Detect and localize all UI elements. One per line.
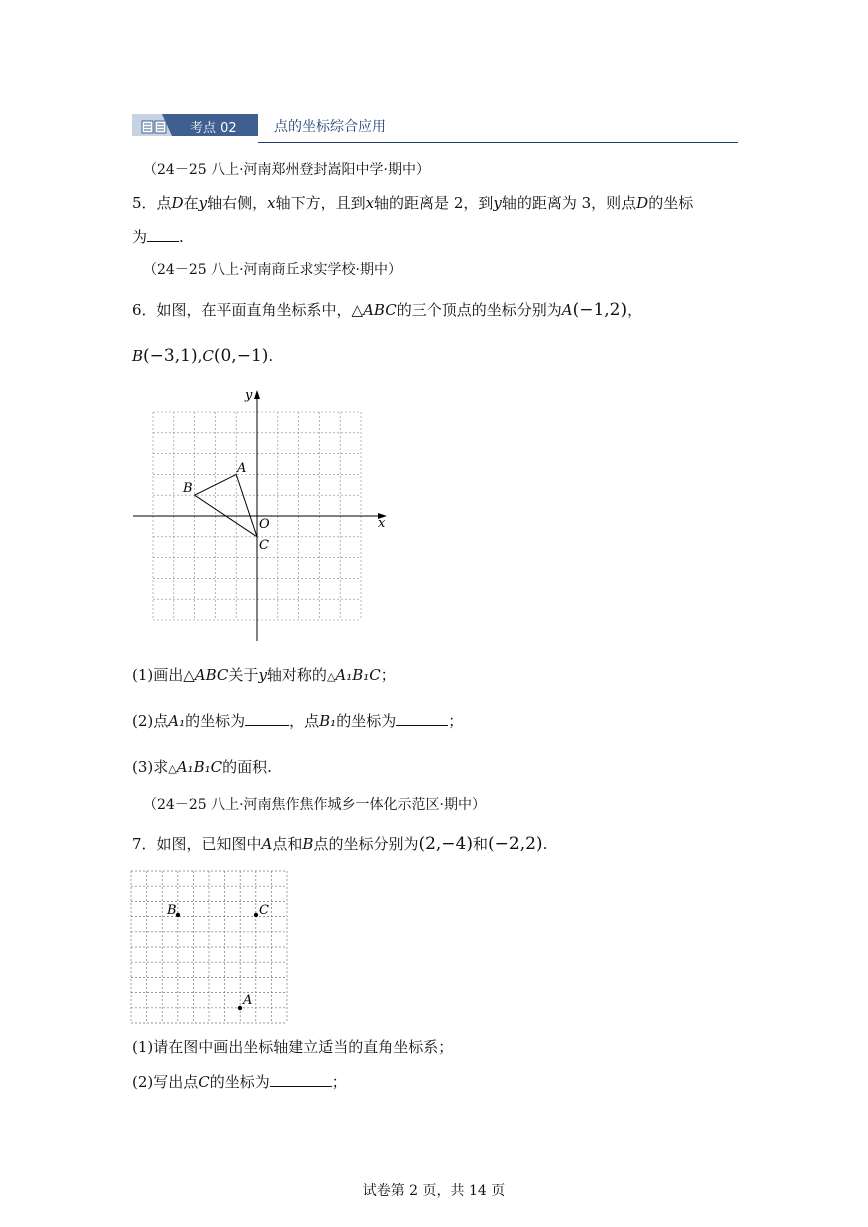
q6-text: ， (627, 301, 643, 319)
page-footer: 试卷第 2 页，共 14 页 (362, 1183, 506, 1199)
q6-text: , (197, 347, 203, 365)
var-C: C (198, 1073, 210, 1091)
q5-text: 的坐标 (648, 194, 694, 212)
var-y: y (493, 194, 502, 212)
var-x: x (365, 194, 375, 212)
q6-text: 关于 (228, 666, 259, 684)
q5-text: 为 (132, 228, 148, 246)
q7-text: 点和 (272, 835, 303, 853)
q7-text: (2)写出点 (132, 1073, 199, 1091)
answer-blank-B1[interactable] (396, 711, 448, 726)
q6-axes (133, 390, 387, 641)
q6-text: ，点 (289, 712, 320, 730)
section-rule (258, 142, 738, 143)
answer-blank[interactable] (147, 227, 179, 242)
var-y: y (258, 666, 267, 684)
point-A-label: A (237, 461, 247, 476)
q6-text: 的坐标为 (185, 712, 246, 730)
q6-text: ； (380, 666, 396, 684)
q6-line2 (132, 346, 273, 366)
section-title: 点的坐标综合应用 (274, 119, 386, 135)
q6-text: (3)求 (132, 758, 169, 776)
var-x: x (267, 194, 276, 212)
q6-text: 的面积. (222, 758, 272, 776)
triangle-ABC (195, 474, 257, 536)
triangle-symbol: △ (351, 301, 364, 319)
point-A (238, 1006, 242, 1010)
q6-text: 的三个顶点的坐标分别为 (396, 301, 562, 319)
point-B-label: B (183, 481, 193, 496)
var-D: D (636, 194, 649, 212)
coord-B: (−2,2) (488, 834, 543, 854)
q5-line1 (132, 193, 693, 213)
q6-coordinate-figure (125, 383, 395, 645)
point-A-label: A (243, 993, 253, 1008)
q5-text: 轴的距离是 2，到 (374, 194, 494, 212)
q7-line1 (132, 834, 547, 854)
q5-text: 轴下方，且到 (275, 194, 366, 212)
q6-part3 (132, 757, 272, 779)
q5-line2 (132, 227, 184, 247)
q7-text: 7．如图，已知图中 (132, 835, 262, 853)
var-ABC: ABC (194, 666, 229, 684)
q7-text: 和 (473, 835, 489, 853)
q7-part1: (1)请在图中画出坐标轴建立适当的直角坐标系； (132, 1038, 454, 1056)
var-A: A (561, 301, 573, 319)
point-B-label: B (167, 903, 177, 918)
coord-A: (−1,2) (572, 300, 628, 320)
triangle-symbol: △ (168, 762, 177, 775)
point-C-label: C (259, 538, 269, 553)
q5-text: 轴的距离为 3，则点 (501, 194, 637, 212)
var-A1B1C: A₁B₁C (335, 666, 381, 684)
q6-text: 6．如图，在平面直角坐标系中， (132, 301, 352, 319)
q6-text: 的坐标为 (336, 712, 397, 730)
q5-source: （24－25 八上·河南郑州登封嵩阳中学·期中） (143, 162, 430, 178)
var-C: C (202, 347, 214, 365)
coord-B: (−3,1) (143, 346, 198, 366)
var-y: y (198, 194, 208, 212)
q5-text: 5．点 (132, 194, 172, 212)
q6-text: . (268, 347, 274, 365)
q5-text: 轴右侧， (207, 194, 268, 212)
var-B1: B₁ (319, 712, 337, 730)
q7-grid (131, 871, 287, 1023)
origin-label: O (259, 517, 270, 532)
q5-text: 在 (183, 194, 199, 212)
q6-text: (1)画出 (132, 666, 184, 684)
q6-text: 轴对称的 (266, 666, 327, 684)
q7-text: 的坐标为 (209, 1073, 270, 1091)
q6-text: ； (448, 712, 464, 730)
q7-text: 点的坐标分别为 (313, 835, 419, 853)
var-B: B (132, 347, 144, 365)
point-C-label: C (259, 903, 269, 918)
q6-text: (2)点 (132, 712, 169, 730)
q6-line1 (132, 300, 642, 320)
section-tag: 考点 02 (190, 121, 237, 136)
var-A1B1C: A₁B₁C (176, 758, 223, 776)
q6-part1 (132, 665, 396, 687)
var-A1: A₁ (168, 712, 186, 730)
q7-source: （24－25 八上·河南焦作焦作城乡一体化示范区·期中） (143, 797, 486, 813)
answer-blank-A1[interactable] (245, 711, 289, 726)
coord-C: (0,−1) (213, 346, 269, 366)
q6-source: （24－25 八上·河南商丘求实学校·期中） (143, 262, 402, 278)
x-axis-label: x (378, 516, 386, 531)
q7-text: . (542, 835, 548, 853)
q7-part2 (132, 1072, 347, 1092)
var-B: B (302, 835, 314, 853)
y-axis-label: y (245, 388, 253, 403)
y-axis-arrow (254, 390, 260, 399)
var-ABC: ABC (363, 301, 397, 319)
triangle-symbol: △ (183, 666, 195, 684)
point-C (254, 913, 258, 917)
q6-part2 (132, 711, 463, 731)
q7-grid-figure[interactable] (128, 868, 292, 1026)
q7-text: ； (331, 1073, 347, 1091)
triangle-symbol: △ (326, 670, 336, 683)
coord-A: (2,−4) (418, 834, 473, 854)
var-D: D (171, 194, 184, 212)
var-A: A (261, 835, 273, 853)
answer-blank-C[interactable] (270, 1072, 332, 1087)
q5-text: . (179, 228, 184, 246)
